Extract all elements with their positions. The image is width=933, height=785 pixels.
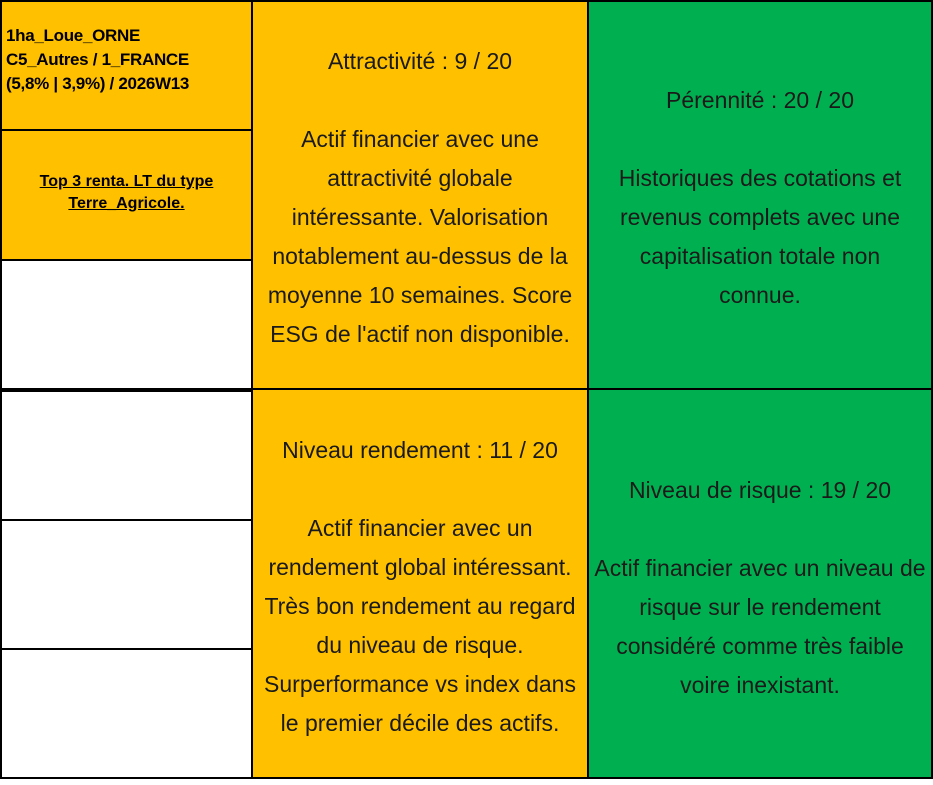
rendement-text-line: Très bon rendement au regard: [264, 593, 576, 619]
rendement-title: Niveau rendement : 11 / 20: [282, 437, 558, 463]
attractivite-title: Attractivité : 9 / 20: [327, 48, 513, 74]
perennite-cell: [587, 0, 933, 390]
attractivite-text-line: Actif financier avec une: [301, 126, 539, 152]
asset-category: C5_Autres / 1_FRANCE: [6, 50, 189, 69]
empty-cell-1: [0, 259, 253, 390]
empty-cell-3: [0, 519, 253, 650]
empty-cell-2: [0, 390, 253, 521]
risque-text-line: Actif financier avec un niveau de: [594, 555, 926, 581]
perennite-text-line: capitalisation totale non: [639, 243, 881, 269]
ranking-tag-cell: [0, 129, 253, 261]
rendement-cell: [251, 388, 589, 779]
perennite-text-line: revenus complets avec une: [620, 204, 900, 230]
risque-text-line: considéré comme très faible: [616, 633, 904, 659]
rendement-text-line: le premier décile des actifs.: [280, 710, 560, 736]
risque-cell: [587, 388, 933, 779]
attractivite-text-line: attractivité globale: [327, 165, 513, 191]
perennite-text-line: Historiques des cotations et: [618, 165, 902, 191]
attractivite-text-line: ESG de l'actif non disponible.: [270, 321, 570, 347]
ranking-tag-link[interactable]: Top 3 renta. LT du type Terre_Agricole.: [39, 173, 214, 212]
rendement-text-line: rendement global intéressant.: [268, 554, 572, 580]
asset-info-cell: [0, 0, 253, 131]
rendement-text-line: Surperformance vs index dans: [264, 671, 576, 697]
risque-title: Niveau de risque : 19 / 20: [628, 477, 892, 503]
attractivite-cell: [251, 0, 589, 390]
asset-name: 1ha_Loue_ORNE: [6, 26, 141, 45]
perennite-title: Pérennité : 20 / 20: [666, 87, 854, 113]
rendement-text-line: du niveau de risque.: [316, 632, 524, 658]
attractivite-text-line: intéressante. Valorisation: [291, 204, 549, 230]
attractivite-text-line: moyenne 10 semaines. Score: [267, 282, 573, 308]
risque-text-line: risque sur le rendement: [639, 594, 881, 620]
asset-yields-week: (5,8% | 3,9%) / 2026W13: [6, 74, 190, 93]
perennite-text-line: connue.: [719, 282, 801, 308]
rendement-text-line: Actif financier avec un: [307, 515, 533, 541]
attractivite-text-line: notablement au-dessus de la: [272, 243, 568, 269]
empty-cell-4: [0, 648, 253, 779]
risque-text-line: voire inexistant.: [680, 672, 840, 698]
